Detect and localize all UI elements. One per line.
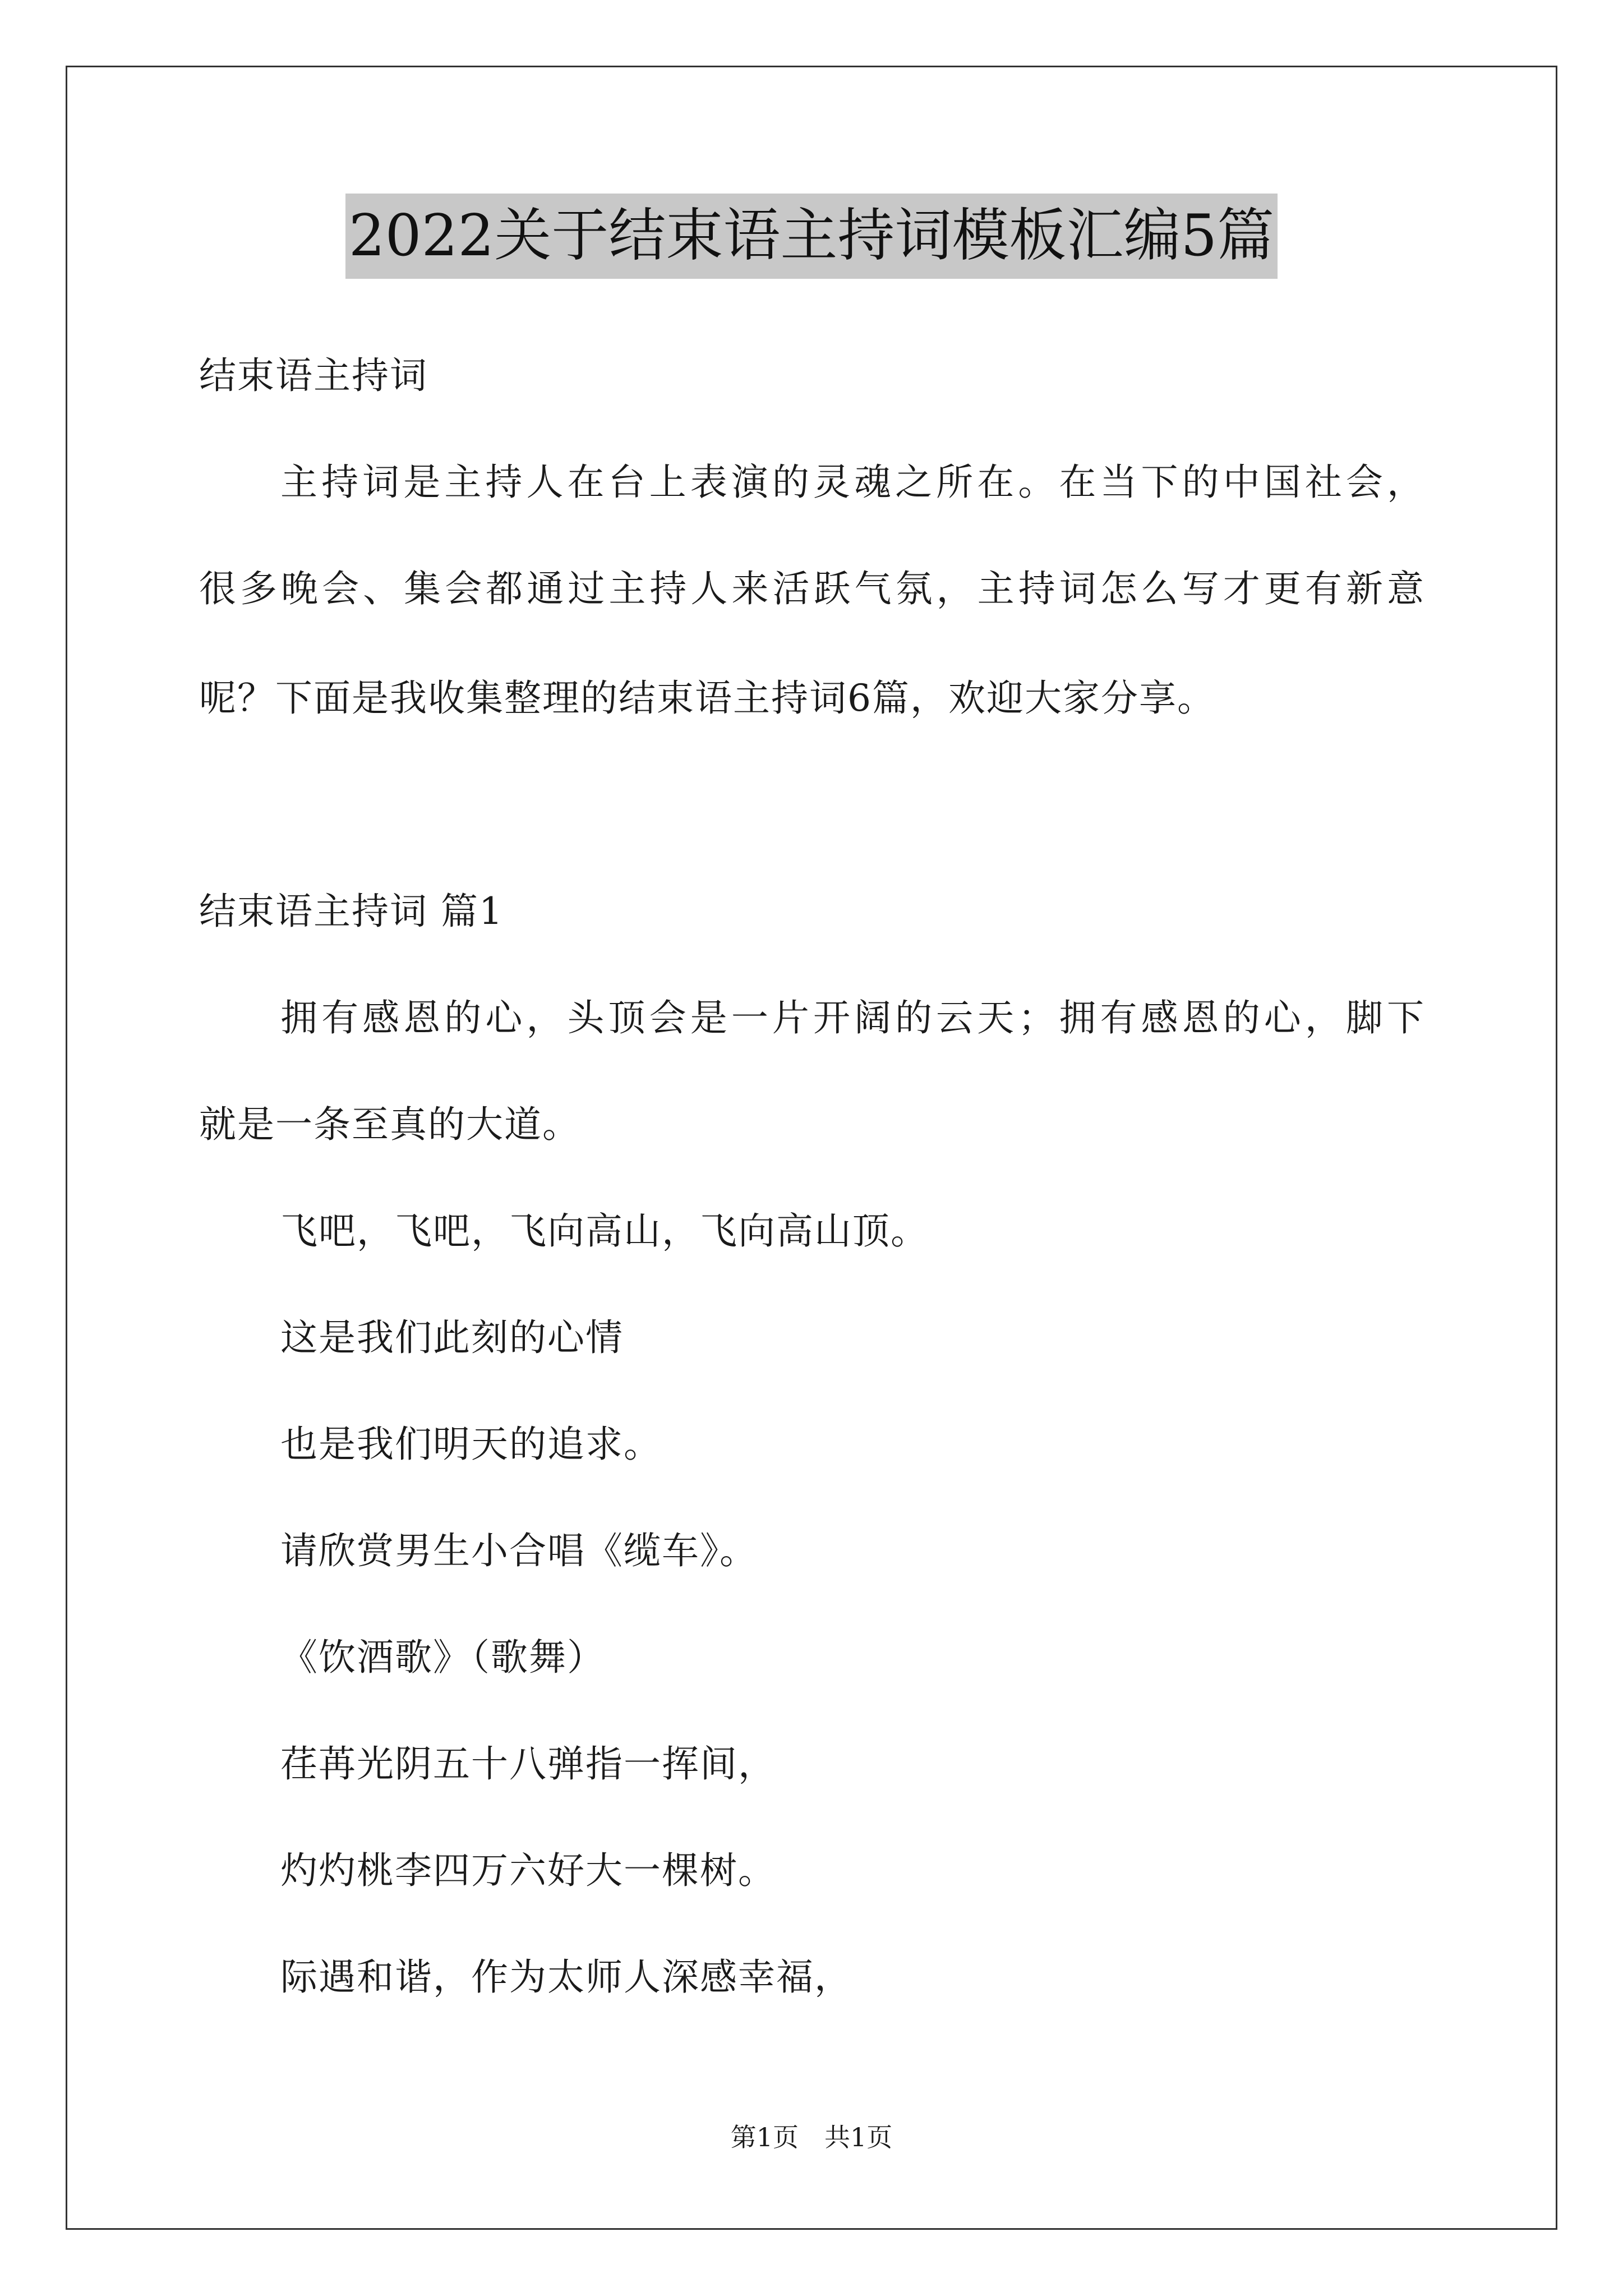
section-line-5: 也是我们明天的追求。 <box>280 1423 662 1466</box>
section-line-7: 《饮酒歌》（歌舞） <box>280 1636 605 1679</box>
section-line-2: 就是一条至真的大道。 <box>199 1103 580 1146</box>
section-line-4: 这是我们此刻的心情 <box>280 1316 624 1359</box>
intro-paragraph-line-3: 呢？下面是我收集整理的结束语主持词6篇，欢迎大家分享。 <box>199 677 1215 720</box>
intro-heading: 结束语主持词 <box>199 354 428 397</box>
section-line-3: 飞吧，飞吧，飞向高山，飞向高山顶。 <box>280 1209 929 1253</box>
page-number-footer: 第1页 共1页 <box>730 2122 893 2152</box>
section-heading: 结束语主持词 篇1 <box>199 890 504 933</box>
section-line-8: 荏苒光阴五十八弹指一挥间， <box>280 1742 776 1786</box>
section-line-9: 灼灼桃李四万六好大一棵树。 <box>280 1849 776 1892</box>
intro-paragraph-line-2: 很多晚会、集会都通过主持人来活跃气氛，主持词怎么写才更有新意 <box>199 567 1425 610</box>
intro-paragraph-line-1: 主持词是主持人在台上表演的灵魂之所在。在当下的中国社会， <box>280 461 1425 504</box>
section-line-1: 拥有感恩的心，头顶会是一片开阔的云天；拥有感恩的心，脚下 <box>280 996 1425 1039</box>
section-line-6: 请欣赏男生小合唱《缆车》。 <box>280 1529 758 1572</box>
section-line-10: 际遇和谐，作为太师人深感幸福， <box>280 1955 852 1999</box>
document-title: 2022关于结束语主持词模板汇编5篇 <box>345 194 1278 279</box>
title-container <box>0 194 1623 279</box>
